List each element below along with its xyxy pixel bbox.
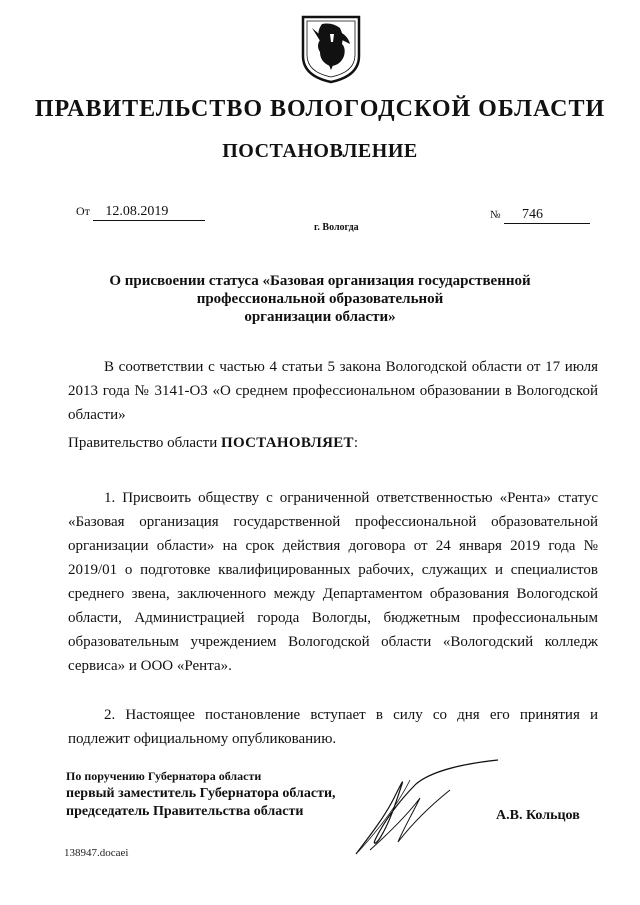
document-date bbox=[76, 204, 205, 221]
heading-line: организации области» bbox=[244, 309, 396, 325]
decree-item-2: 2. Настоящее постановление вступает в силу со дня его принятия и подлежит официальному опубликованию. bbox=[68, 707, 598, 747]
document-number bbox=[490, 207, 590, 224]
document-heading bbox=[100, 272, 540, 326]
date-prefix: От bbox=[76, 204, 90, 218]
decree-line bbox=[68, 431, 598, 455]
heading-line: О присвоении статуса «Базовая организация государственной bbox=[109, 273, 531, 289]
signature-block bbox=[66, 767, 336, 821]
signature-line-3: председатель Правительства области bbox=[66, 804, 304, 819]
number-prefix: № bbox=[490, 209, 501, 221]
signature-line-1: По поручению Губернатора области bbox=[66, 769, 262, 783]
decree-word: ПОСТАНОВЛЯЕТ bbox=[220, 435, 354, 451]
file-reference: 138947.docaei bbox=[64, 847, 129, 859]
heading-line: профессиональной образовательной bbox=[196, 291, 444, 307]
decree-item-1: 1. Присвоить обществу с ограниченной ответственностью «Рента» статус «Базовая организация государственной профессиональной образовательной организации области» на срок действия договора от 24 января 2019 года № 2019/01 о подготовке квалифицированных рабочих, служащих и специалистов среднего звена, заключенного между Департаментом образования Вологодской области, Администрацией города Вологды, бюджетным профессиональным образовательным учреждением Вологодской области «Вологодский колледж сервиса» и ООО «Рента». bbox=[68, 490, 598, 674]
number-value: 746 bbox=[504, 207, 590, 224]
government-title: ПРАВИТЕЛЬСТВО ВОЛОГОДСКОЙ ОБЛАСТИ bbox=[34, 96, 606, 122]
city: г. Вологда bbox=[314, 222, 359, 233]
coat-of-arms-emblem bbox=[300, 14, 362, 84]
signer-name: А.В. Кольцов bbox=[496, 808, 580, 823]
document-type: ПОСТАНОВЛЕНИЕ bbox=[222, 140, 418, 162]
date-value: 12.08.2019 bbox=[93, 204, 205, 221]
handwritten-signature-icon bbox=[350, 758, 502, 856]
decree-prefix: Правительство области bbox=[68, 435, 218, 451]
preamble-paragraph: В соответствии с частью 4 статьи 5 закона Вологодской области от 17 июля 2013 года № 3141-ОЗ «О среднем профессиональном образовании в Вологодской области» bbox=[68, 359, 598, 423]
signature-line-2: первый заместитель Губернатора области, bbox=[66, 786, 336, 801]
decree-colon: : bbox=[353, 435, 358, 451]
